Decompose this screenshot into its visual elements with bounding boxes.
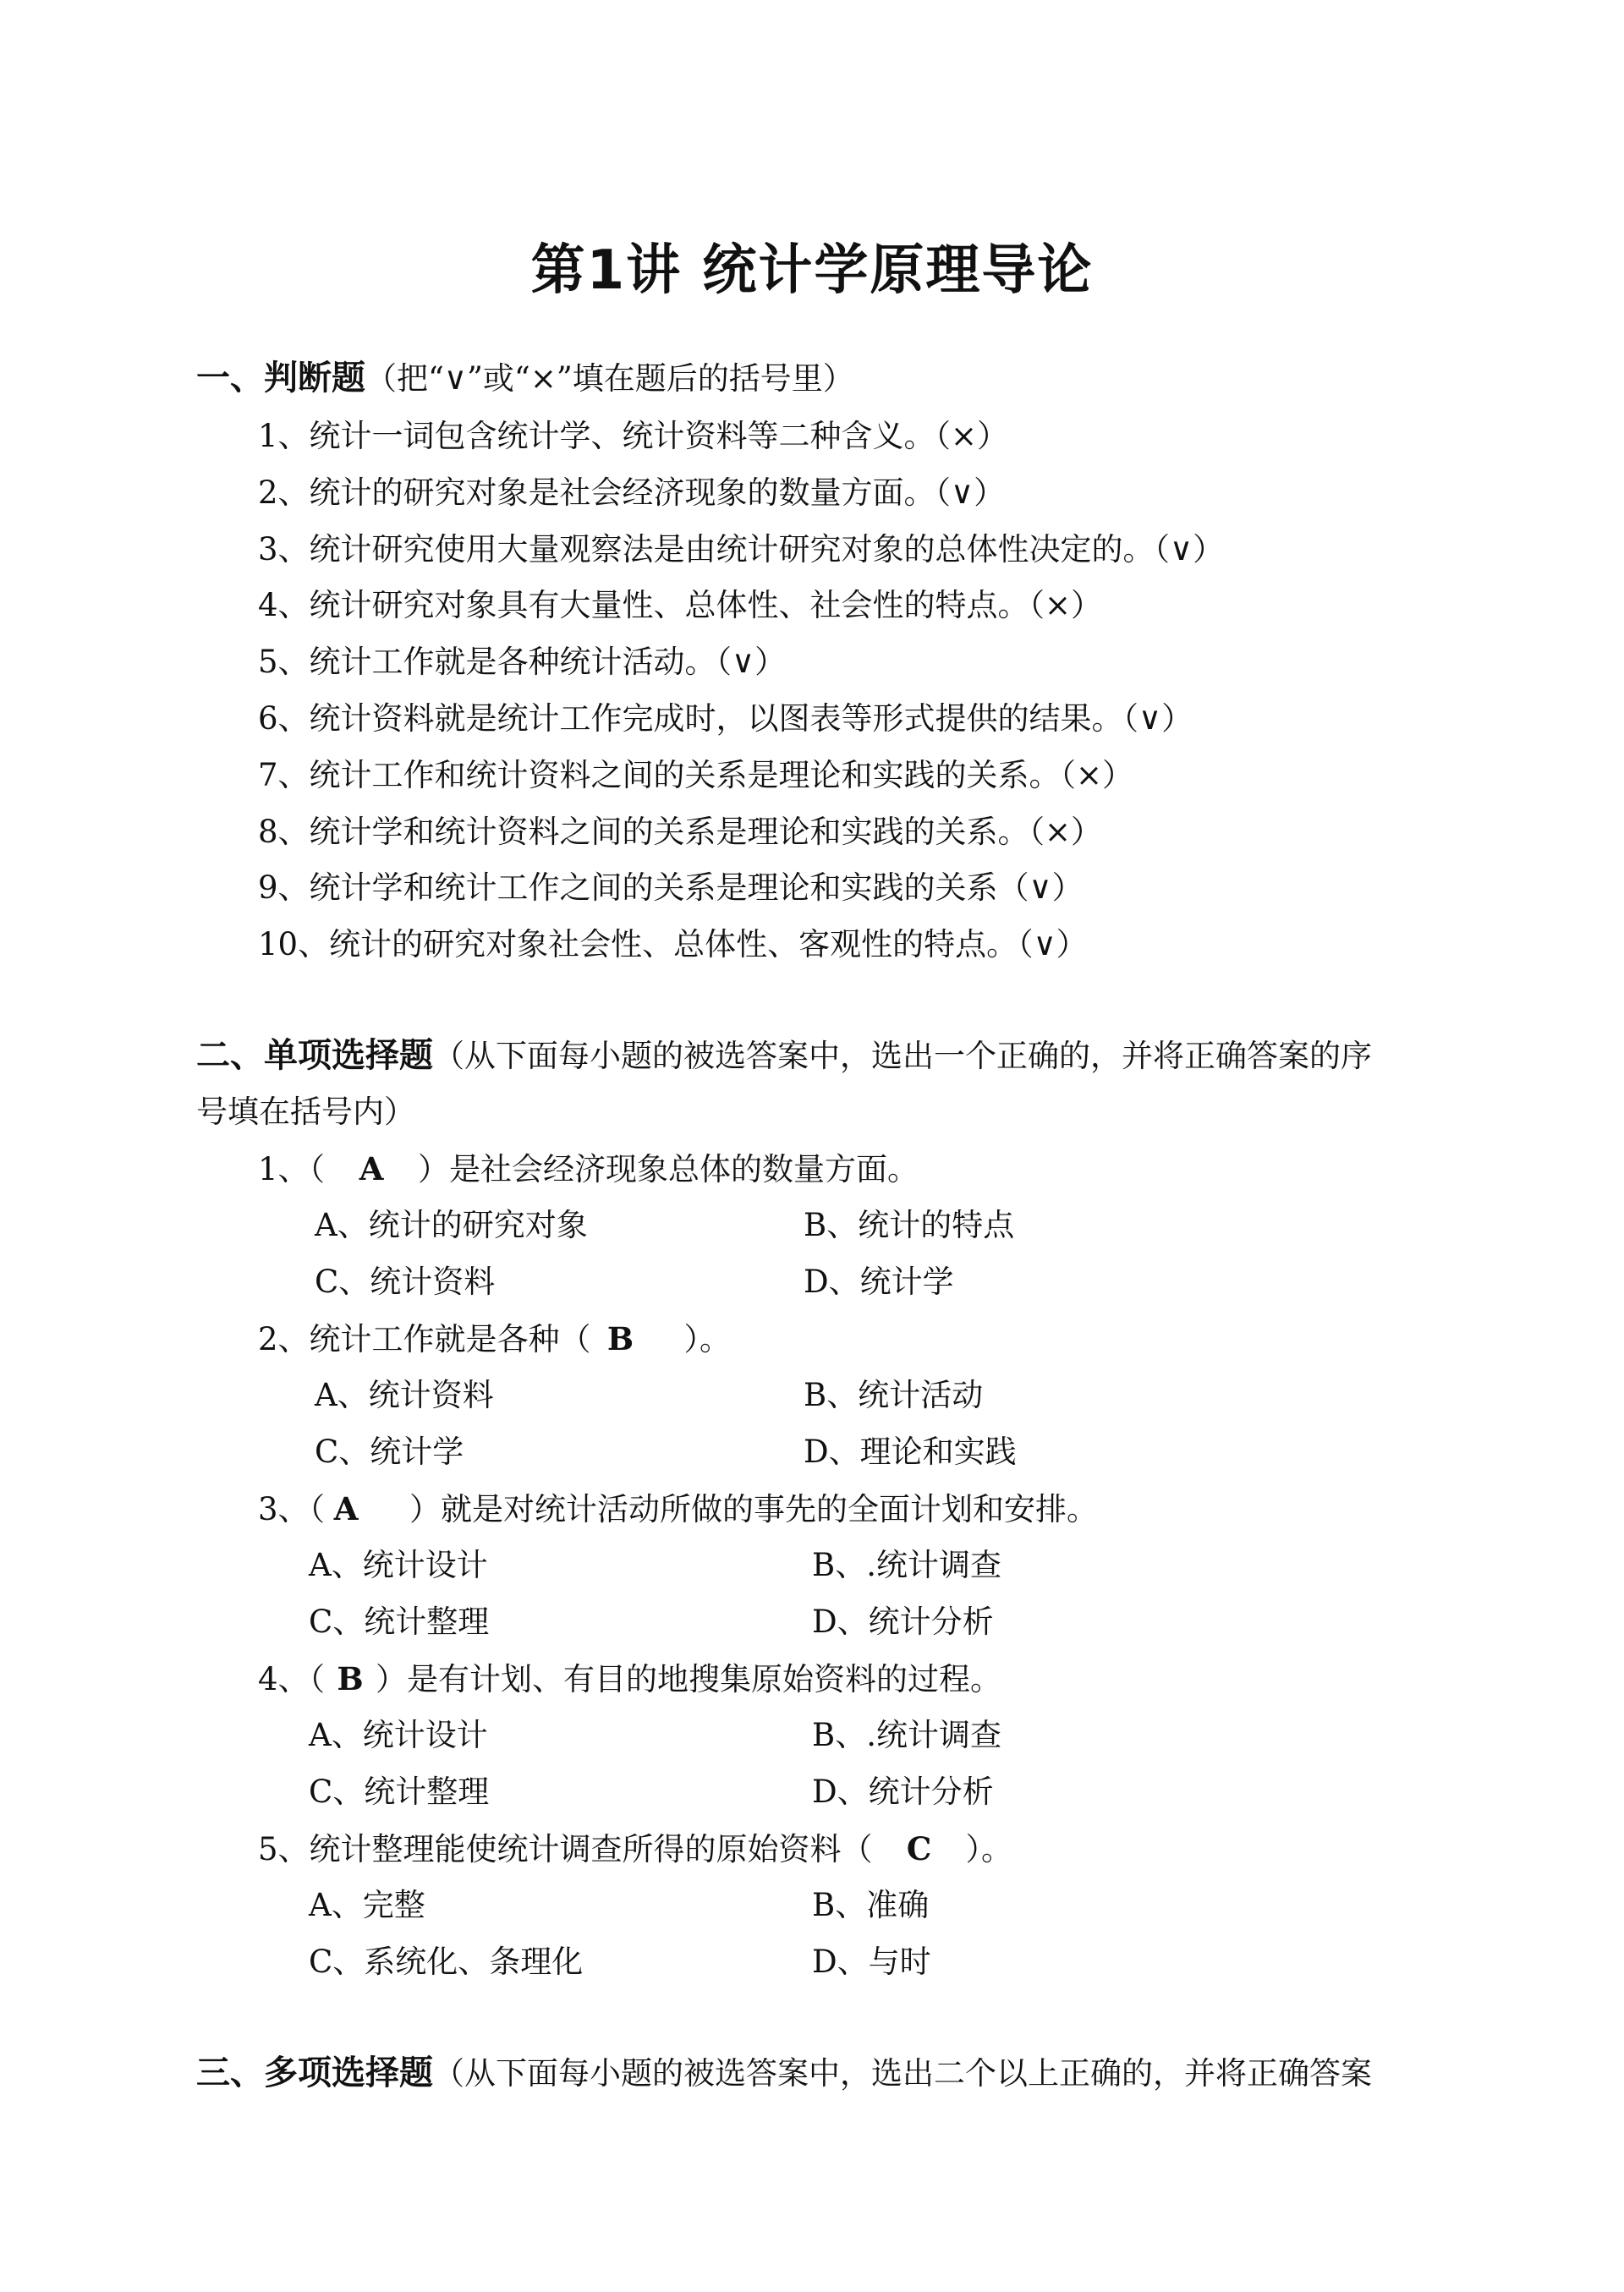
mc-q1-num: 1、（	[258, 1151, 326, 1187]
section-3-note: （从下面每小题的被选答案中，选出二个以上正确的，并将正确答案	[433, 2055, 1372, 2092]
mc-q4-answer: B	[337, 1660, 364, 1697]
mc-q2-answer: B	[606, 1320, 634, 1357]
mc-q4-option-d: D、统计分析	[812, 1774, 994, 1810]
mc-q5-option-d: D、与时	[812, 1944, 931, 1980]
mc-q3-stem: ）就是对统计活动所做的事先的全面计划和安排。	[409, 1491, 1099, 1527]
mc-q1-stem: ）是社会经济现象总体的数量方面。	[418, 1151, 919, 1187]
section-2-label: 二、单项选择题	[196, 1036, 433, 1075]
tf-item-5: 5、统计工作就是各种统计活动。（∨）	[258, 644, 787, 680]
mc-q1-answer: A	[359, 1150, 384, 1187]
tf-item-8: 8、统计学和统计资料之间的关系是理论和实践的关系。（×）	[258, 814, 1103, 850]
mc-q5-option-a: A、完整	[309, 1887, 425, 1923]
mc-q2-option-a: A、统计资料	[315, 1377, 494, 1413]
tf-item-7: 7、统计工作和统计资料之间的关系是理论和实践的关系。（×）	[258, 757, 1134, 793]
mc-q5-option-c: C、系统化、条理化	[309, 1944, 584, 1980]
tf-item-6: 6、统计资料就是统计工作完成时，以图表等形式提供的结果。（∨）	[258, 700, 1193, 737]
mc-q3-num: 3、（	[258, 1491, 326, 1527]
mc-q3-option-d: D、统计分析	[812, 1604, 994, 1640]
mc-q4-option-a: A、统计设计	[309, 1717, 488, 1753]
mc-q5-answer: C	[906, 1830, 932, 1867]
mc-q1-option-d: D、统计学	[804, 1264, 954, 1300]
mc-q5-option-b: B、准确	[812, 1887, 930, 1923]
tf-item-9: 9、统计学和统计工作之间的关系是理论和实践的关系（∨）	[258, 869, 1084, 906]
tf-item-10: 10、统计的研究对象社会性、总体性、客观性的特点。（∨）	[258, 926, 1088, 962]
section-1-label: 一、判断题	[196, 359, 365, 398]
mc-q3-option-a: A、统计设计	[309, 1547, 488, 1583]
tf-item-4: 4、统计研究对象具有大量性、总体性、社会性的特点。（×）	[258, 587, 1103, 623]
mc-q3-answer: A	[333, 1490, 359, 1527]
mc-question-1	[258, 1149, 919, 1189]
section-1-note: （把“∨”或“×”填在题后的括号里）	[365, 360, 854, 397]
mc-q1-option-a: A、统计的研究对象	[315, 1207, 588, 1243]
mc-question-3	[258, 1489, 1098, 1529]
mc-q2-option-b: B、统计活动	[804, 1377, 984, 1413]
section-2-note-cont: 号填在括号内）	[196, 1094, 415, 1130]
section-2-note: （从下面每小题的被选答案中，选出一个正确的，并将正确答案的序	[433, 1038, 1372, 1074]
page-title: 第1讲 统计学原理导论	[530, 239, 1094, 302]
tf-item-3: 3、统计研究使用大量观察法是由统计研究对象的总体性决定的。（∨）	[258, 531, 1225, 568]
mc-q4-option-b: B、.统计调查	[812, 1717, 1001, 1753]
mc-q2-option-c: C、统计学	[315, 1434, 464, 1470]
mc-q2-stem: 2、统计工作就是各种（	[258, 1321, 591, 1357]
mc-q3-option-c: C、统计整理	[309, 1604, 490, 1640]
section-2-heading	[196, 1036, 1372, 1076]
mc-q3-option-b: B、.统计调查	[812, 1547, 1001, 1583]
mc-q5-stem-end: ）。	[965, 1831, 1013, 1867]
tf-item-2: 2、统计的研究对象是社会经济现象的数量方面。（∨）	[258, 474, 1006, 511]
mc-q5-stem: 5、统计整理能使统计调查所得的原始资料（	[258, 1831, 873, 1867]
section-1-heading	[196, 359, 854, 398]
tf-item-1: 1、统计一词包含统计学、统计资料等二种含义。（×）	[258, 418, 1009, 454]
mc-q4-stem: ）是有计划、有目的地搜集原始资料的过程。	[376, 1661, 1002, 1697]
mc-question-5	[258, 1829, 1012, 1869]
section-3-heading	[196, 2053, 1372, 2093]
mc-q1-option-b: B、统计的特点	[804, 1207, 1015, 1243]
mc-q4-option-c: C、统计整理	[309, 1774, 490, 1810]
mc-q2-option-d: D、理论和实践	[804, 1434, 1017, 1470]
mc-q2-stem-end: ）。	[683, 1321, 732, 1357]
mc-q1-option-c: C、统计资料	[315, 1264, 496, 1300]
mc-question-4	[258, 1659, 1001, 1699]
section-3-label: 三、多项选择题	[196, 2053, 433, 2092]
mc-q4-num: 4、（	[258, 1661, 326, 1697]
mc-question-2	[258, 1319, 731, 1359]
